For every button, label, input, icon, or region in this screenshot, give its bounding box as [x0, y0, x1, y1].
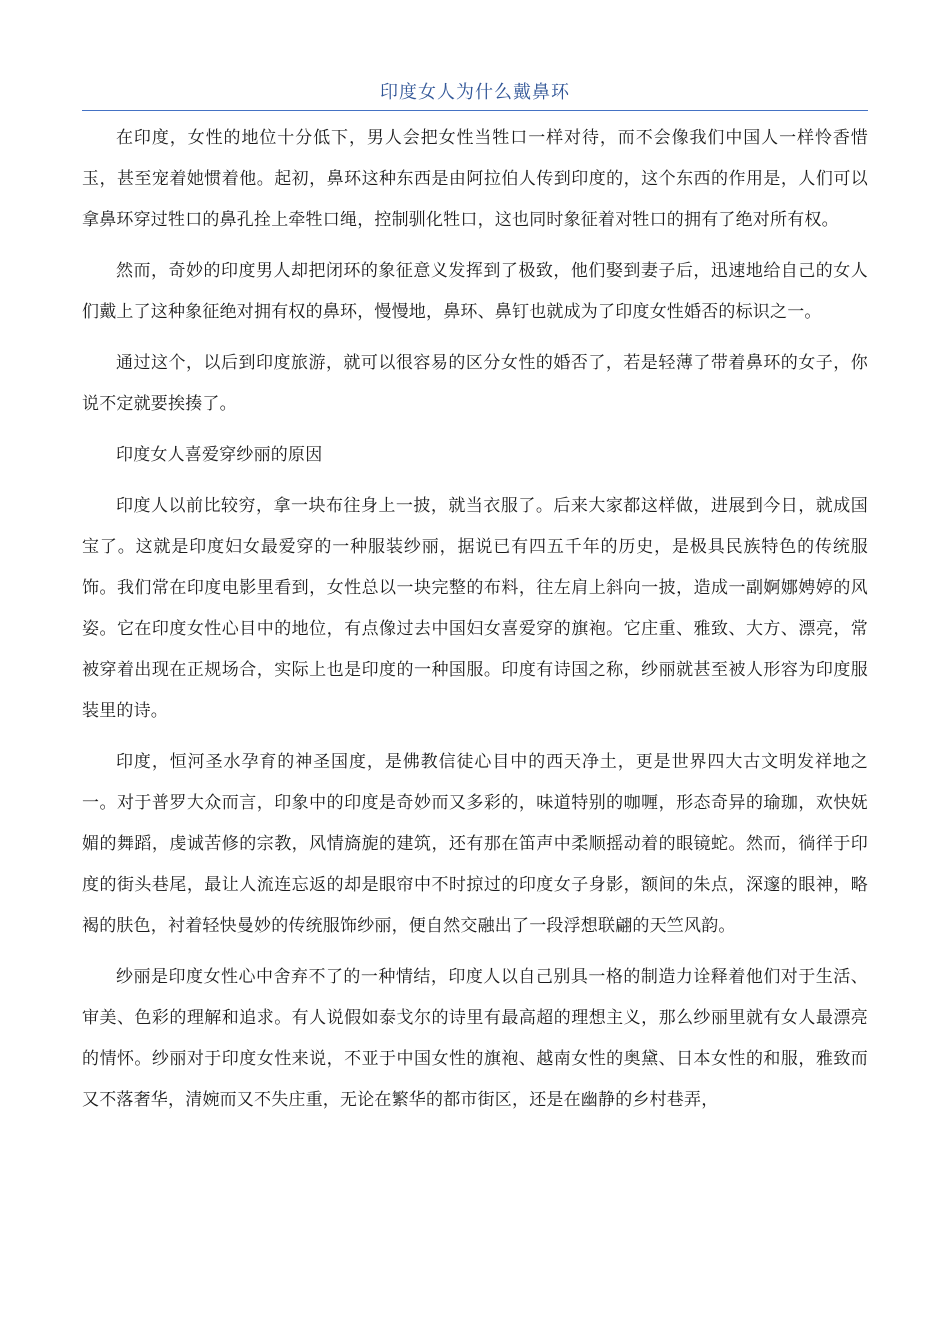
page-header [82, 78, 868, 111]
paragraph: 然而，奇妙的印度男人却把闭环的象征意义发挥到了极致，他们娶到妻子后，迅速地给自己的女人们戴上了这种象征绝对拥有权的鼻环，慢慢地，鼻环、鼻钉也就成为了印度女性婚否的标识之一。 [82, 261, 868, 322]
paragraph: 印度人以前比较穷，拿一块布往身上一披，就当衣服了。后来大家都这样做，进展到今日，就成国宝了。这就是印度妇女最爱穿的一种服装纱丽，据说已有四五千年的历史，是极具民族特色的传统服饰。我们常在印度电影里看到，女性总以一块完整的布料，往左肩上斜向一披，造成一副婀娜娉婷的风姿。它在印度女性心目中的地位，有点像过去中国妇女喜爱穿的旗袍。它庄重、雅致、大方、漂亮，常被穿着出现在正规场合，实际上也是印度的一种国服。印度有诗国之称，纱丽就甚至被人形容为印度服装里的诗。 [82, 496, 868, 721]
paragraph: 通过这个，以后到印度旅游，就可以很容易的区分女性的婚否了，若是轻薄了带着鼻环的女子，你说不定就要挨揍了。 [82, 353, 868, 414]
section-subheading: 印度女人喜爱穿纱丽的原因 [116, 445, 323, 465]
article-body [82, 118, 868, 1131]
page-title: 印度女人为什么戴鼻环 [380, 82, 570, 103]
paragraph: 印度，恒河圣水孕育的神圣国度，是佛教信徒心目中的西天净土，更是世界四大古文明发祥地之一。对于普罗大众而言，印象中的印度是奇妙而又多彩的，味道特别的咖喱，形态奇异的瑜珈，欢快妩媚的舞蹈，虔诚苦修的宗教，风情旖旎的建筑，还有那在笛声中柔顺摇动着的眼镜蛇。然而，徜徉于印度的街头巷尾，最让人流连忘返的却是眼帘中不时掠过的印度女子身影，额间的朱点，深邃的眼神，略褐的肤色，衬着轻快曼妙的传统服饰纱丽，便自然交融出了一段浮想联翩的天竺风韵。 [82, 752, 868, 936]
paragraph: 纱丽是印度女性心中舍弃不了的一种情结，印度人以自己别具一格的制造力诠释着他们对于生活、审美、色彩的理解和追求。有人说假如泰戈尔的诗里有最高超的理想主义，那么纱丽里就有女人最漂亮的情怀。纱丽对于印度女性来说，不亚于中国女性的旗袍、越南女性的奥黛、日本女性的和服，雅致而又不落奢华，清婉而又不失庄重，无论在繁华的都市街区，还是在幽静的乡村巷弄， [82, 967, 868, 1110]
paragraph: 在印度，女性的地位十分低下，男人会把女性当牲口一样对待，而不会像我们中国人一样怜香惜玉，甚至宠着她惯着他。起初，鼻环这种东西是由阿拉伯人传到印度的，这个东西的作用是，人们可以拿鼻环穿过牲口的鼻孔拴上牵牲口绳，控制驯化牲口，这也同时象征着对牲口的拥有了绝对所有权。 [82, 128, 868, 230]
